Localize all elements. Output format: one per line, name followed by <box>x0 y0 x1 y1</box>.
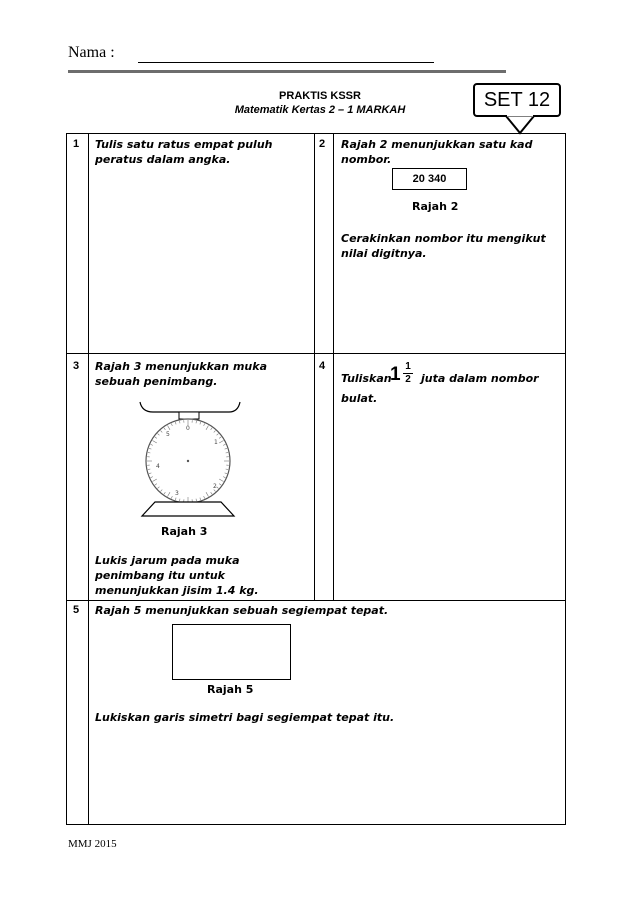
footer-text: MMJ 2015 <box>68 838 117 850</box>
number-card: 20 340 <box>392 168 467 190</box>
question-number: 3 <box>73 360 80 372</box>
question-3-text <box>95 359 267 389</box>
name-blank-line[interactable] <box>138 62 434 63</box>
question-5-text: Rajah 5 menunjukkan sebuah segiempat tepat. <box>95 604 389 617</box>
fraction-whole: 1 <box>390 364 401 385</box>
question-4-text-after: juta dalam nombor <box>421 372 539 385</box>
text-line: Cerakinkan nombor itu mengikut <box>341 232 546 245</box>
question-3-instruction <box>95 553 259 598</box>
fraction-denominator: 2 <box>405 374 411 385</box>
text-line: Rajah 2 menunjukkan satu kad <box>341 138 533 151</box>
text-line: sebuah penimbang. <box>95 375 218 388</box>
figure-label: Rajah 3 <box>161 525 208 538</box>
rectangle-figure[interactable] <box>172 624 291 680</box>
text-line: nombor. <box>341 153 392 166</box>
dial-label-3: 3 <box>175 490 179 497</box>
figure-label: Rajah 5 <box>207 683 254 696</box>
text-line: Lukis jarum pada muka <box>95 554 240 567</box>
text-line: penimbang itu untuk <box>95 569 225 582</box>
name-label: Nama : <box>68 44 115 61</box>
mixed-fraction <box>390 362 418 386</box>
question-5-instruction: Lukiskan garis simetri bagi segiempat tepat itu. <box>95 711 395 724</box>
question-1-text <box>95 137 272 167</box>
weighing-scale-diagram <box>135 398 245 520</box>
dial-label-5: 5 <box>166 431 170 438</box>
figure-label: Rajah 2 <box>412 200 459 213</box>
dial-label-0: 0 <box>186 425 190 432</box>
question-number: 1 <box>73 138 80 150</box>
dial-label-2: 2 <box>213 483 217 490</box>
text-line: nilai digitnya. <box>341 247 427 260</box>
header-rule <box>68 70 506 73</box>
number-column-divider <box>333 134 334 600</box>
row-divider <box>67 600 565 601</box>
scale-base <box>142 502 234 516</box>
scale-pan <box>140 402 240 412</box>
question-4-line2: bulat. <box>341 392 378 405</box>
page-title: PRAKTIS KSSR <box>279 90 361 102</box>
question-2-instruction <box>341 231 546 261</box>
question-4-text-before: Tuliskan <box>341 372 392 385</box>
dial-label-1: 1 <box>214 439 218 446</box>
fraction-numerator: 1 <box>405 361 411 372</box>
scale-neck <box>179 412 199 419</box>
question-number: 5 <box>73 604 80 616</box>
column-divider <box>314 134 315 600</box>
question-2-text <box>341 137 532 167</box>
dial-label-4: 4 <box>156 463 160 470</box>
page-subtitle: Matematik Kertas 2 – 1 MARKAH <box>234 104 406 116</box>
question-number: 4 <box>319 360 326 372</box>
text-line: Tulis satu ratus empat puluh <box>95 138 273 151</box>
text-line: menunjukkan jisim 1.4 kg. <box>95 584 259 597</box>
set-badge: SET 12 <box>473 83 561 117</box>
down-arrow-icon <box>500 115 540 135</box>
text-line: Rajah 3 menunjukkan muka <box>95 360 267 373</box>
dial-center <box>187 460 189 462</box>
row-divider <box>67 353 565 354</box>
text-line: peratus dalam angka. <box>95 153 231 166</box>
number-column-divider <box>88 134 89 824</box>
question-number: 2 <box>319 138 326 150</box>
